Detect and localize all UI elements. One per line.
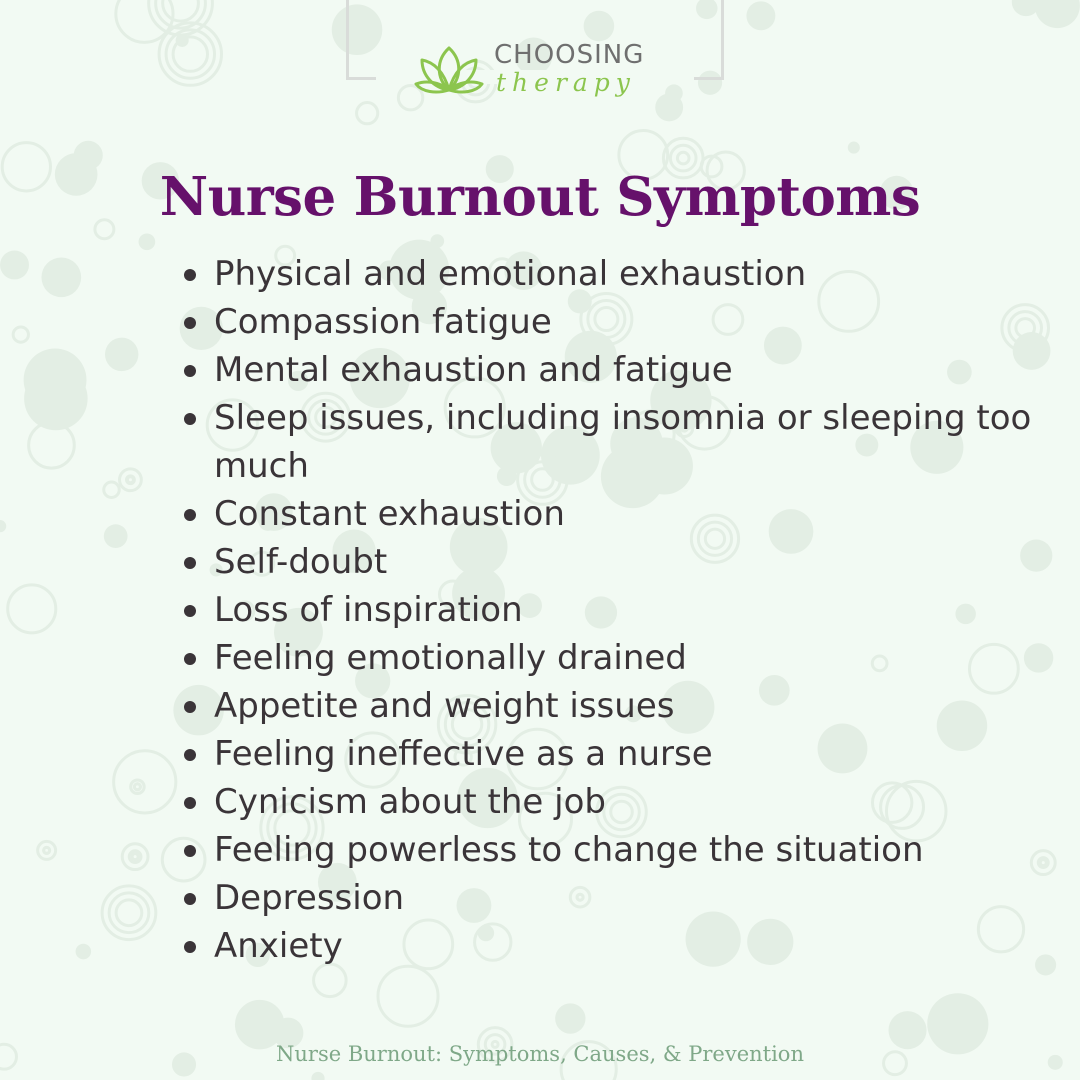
list-item xyxy=(182,394,1062,490)
list-item xyxy=(182,730,1062,778)
bullet-icon xyxy=(184,413,196,425)
list-item-text: Feeling ineffective as a nurse xyxy=(214,734,713,774)
list-item xyxy=(182,298,1062,346)
bullet-icon xyxy=(184,365,196,377)
list-item-text: Feeling emotionally drained xyxy=(214,638,687,678)
list-item-text: Feeling powerless to change the situation xyxy=(214,830,924,870)
list-item-text: Cynicism about the job xyxy=(214,782,606,822)
bullet-icon xyxy=(184,317,196,329)
list-item xyxy=(182,490,1062,538)
bullet-icon xyxy=(184,701,196,713)
list-item-text: Compassion fatigue xyxy=(214,302,552,342)
bullet-icon xyxy=(184,941,196,953)
bullet-icon xyxy=(184,797,196,809)
list-item xyxy=(182,778,1062,826)
page-title: Nurse Burnout Symptoms xyxy=(159,166,921,228)
list-item xyxy=(182,346,1062,394)
list-item-text: Loss of inspiration xyxy=(214,590,523,630)
list-item xyxy=(182,826,1062,874)
list-item xyxy=(182,922,1062,970)
brand-wordmark: CHOOSING xyxy=(494,40,645,70)
bullet-icon xyxy=(184,509,196,521)
list-item xyxy=(182,874,1062,922)
list-item xyxy=(182,634,1062,682)
list-item xyxy=(182,586,1062,634)
bullet-icon xyxy=(184,605,196,617)
symptom-list xyxy=(182,250,1062,970)
list-item xyxy=(182,250,1062,298)
lotus-icon xyxy=(414,38,484,98)
choosing-therapy-logo xyxy=(414,36,664,102)
brand-script: therapy xyxy=(496,68,636,97)
list-item-text: Anxiety xyxy=(214,926,343,966)
footer-caption: Nurse Burnout: Symptoms, Causes, & Prevention xyxy=(276,1042,804,1066)
list-item-text: Physical and emotional exhaustion xyxy=(214,254,807,294)
list-item-text: Self-doubt xyxy=(214,542,388,582)
bullet-icon xyxy=(184,749,196,761)
list-item-text: Depression xyxy=(214,878,405,918)
bullet-icon xyxy=(184,893,196,905)
list-item-text: Mental exhaustion and fatigue xyxy=(214,350,733,390)
list-item xyxy=(182,682,1062,730)
bullet-icon xyxy=(184,845,196,857)
list-item xyxy=(182,538,1062,586)
bullet-icon xyxy=(184,557,196,569)
list-item-text: Sleep issues, including insomnia or sleeping too much xyxy=(214,398,1032,486)
list-item-text: Constant exhaustion xyxy=(214,494,565,534)
bullet-icon xyxy=(184,653,196,665)
bullet-icon xyxy=(184,269,196,281)
list-item-text: Appetite and weight issues xyxy=(214,686,675,726)
